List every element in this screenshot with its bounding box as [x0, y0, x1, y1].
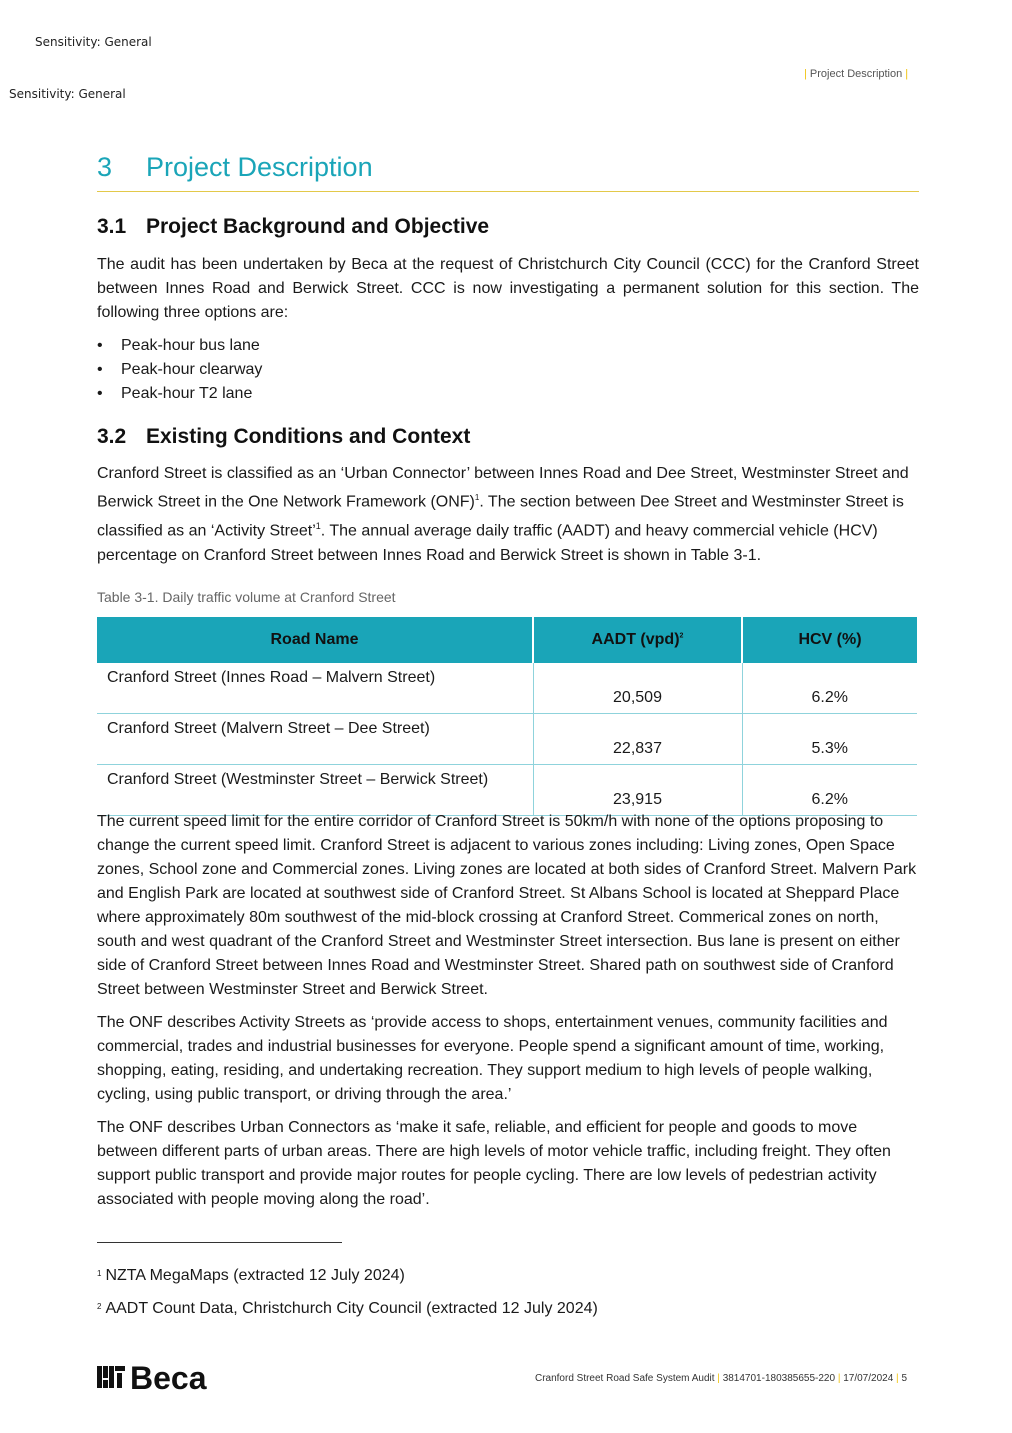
sensitivity-label-second: Sensitivity: General: [9, 87, 126, 101]
footnote-mark: 1: [97, 1269, 102, 1278]
beca-logo: [97, 1362, 227, 1397]
cell-aadt: 22,837: [533, 714, 742, 765]
section-heading: [97, 152, 919, 192]
column-header-road-name: Road Name: [97, 617, 533, 663]
column-header-hcv: HCV (%): [742, 617, 917, 663]
cell-road-name: Cranford Street (Innes Road – Malvern Street): [97, 663, 533, 714]
footer-doc-title: Cranford Street Road Safe System Audit: [534, 1373, 715, 1384]
cell-hcv: 6.2%: [742, 663, 917, 714]
section-title: Project Description: [146, 152, 373, 182]
footer-separator: |: [896, 1373, 902, 1384]
footnote-text: NZTA MegaMaps (extracted 12 July 2024): [105, 1267, 405, 1284]
header-separator: |: [902, 68, 909, 80]
subsection-heading-3-1: [97, 215, 489, 239]
column-header-label: AADT (vpd): [591, 631, 680, 648]
footnote-ref[interactable]: 2: [679, 632, 684, 640]
footer-doc-number: 3814701-180385655-220: [722, 1373, 836, 1384]
running-header-label: Project Description: [809, 68, 903, 80]
subsection-title: Project Background and Objective: [146, 215, 490, 238]
column-header-aadt: [533, 617, 742, 663]
speed-limit-paragraph: The current speed limit for the entire corridor of Cranford Street is 50km/h with none of the options proposing to change the current speed limit. Cranford Street is adjacent to various zones including: Living zones, Open Space zones, School zone and Commercial zones. Living zones are located at both sides of Cranford Street. Malvern Park and English Park are located at southwest side of Cranford Street. St Albans School is located at Sheppard Place where approximately 80m southwest of the mid-block crossing at Cranford Street. Commerical zones on north, south and west quadrant of the Cranford Street and Westminster Street intersection. Bus lane is present on either side of Cranford Street between Innes Road and Westminster Street. Shared path on southwest side of Cranford Street between Westminster Street and Berwick Street.: [97, 813, 917, 998]
footnote-divider: [97, 1242, 342, 1243]
subsection-number: 3.2: [97, 425, 127, 448]
page-number: 5: [901, 1373, 907, 1384]
svg-text:Beca: Beca: [130, 1362, 207, 1392]
running-header: [804, 68, 908, 80]
footnote-2: [97, 1300, 598, 1318]
subsection-title: Existing Conditions and Context: [146, 425, 471, 448]
list-item: • Peak-hour clearway: [97, 358, 697, 382]
subsection-heading-3-2: [97, 425, 470, 449]
cell-hcv: 6.2%: [742, 765, 917, 816]
beca-logo-icon: [97, 1362, 227, 1392]
footer-separator: |: [837, 1373, 844, 1384]
options-list: [97, 334, 697, 406]
footnote-ref[interactable]: 1: [474, 493, 480, 502]
cell-aadt: 20,509: [533, 663, 742, 714]
section-number: 3: [97, 152, 113, 182]
cell-road-name: Cranford Street (Malvern Street – Dee Street): [97, 714, 533, 765]
table-row: [97, 663, 917, 714]
cell-aadt: 23,915: [533, 765, 742, 816]
header-separator: |: [804, 68, 810, 80]
footer-date: 17/07/2024: [843, 1373, 894, 1384]
activity-street-paragraph: The ONF describes Activity Streets as ‘provide access to shops, entertainment venues, community facilities and commercial, trades and industrial businesses for everyone. People spend a significant amount of time, working, shopping, eating, residing, and undertaking recreation. They support medium to high levels of people walking, cycling, using public transport, or driving through the area.’: [97, 1014, 888, 1103]
table-row: [97, 714, 917, 765]
conditions-text: Cranford Street is classified as an ‘Urban Connector’ between Innes Road and Dee Street, Westminster Street and Berwick Street in the One Network Framework (ONF): [97, 465, 909, 511]
cell-hcv: 5.3%: [742, 714, 917, 765]
footer-separator: |: [717, 1373, 723, 1384]
urban-connector-paragraph: The ONF describes Urban Connectors as ‘make it safe, reliable, and efficient for people and goods to move between different parts of urban areas. There are high levels of motor vehicle traffic, including freight. They often support public transport and provide major routes for people cycling. There are low levels of pedestrian activity associated with people moving along the road’.: [97, 1119, 891, 1208]
table-caption: Table 3-1. Daily traffic volume at Cranford Street: [97, 589, 396, 605]
background-paragraph: The audit has been undertaken by Beca at the request of Christchurch City Council (CCC) for the Cranford Street between Innes Road and Berwick Street. CCC is now investigating a permanent solution for this section. The following three options are:: [97, 256, 919, 321]
traffic-volume-table: [97, 617, 917, 816]
conditions-text: . The annual average daily traffic (AADT) and heavy commercial vehicle (HCV) percentage on Cranford Street between Innes Road and Berwick Street is shown in Table 3-1.: [97, 522, 878, 564]
footnote-ref[interactable]: 1: [315, 521, 321, 532]
table-row: [97, 765, 917, 816]
page-footer: [535, 1373, 907, 1384]
footnote-mark: 2: [97, 1302, 102, 1311]
subsection-number: 3.1: [97, 215, 127, 238]
list-item: • Peak-hour bus lane: [97, 334, 697, 358]
footnote-1: [97, 1267, 405, 1285]
conditions-text: . The section between Dee Street and Westminster Street is classified as an ‘Activity Street’: [97, 493, 904, 540]
conditions-paragraph: [97, 462, 919, 568]
footnote-text: AADT Count Data, Christchurch City Council (extracted 12 July 2024): [105, 1300, 598, 1317]
table-header-row: [97, 617, 917, 663]
cell-road-name: Cranford Street (Westminster Street – Berwick Street): [97, 765, 533, 816]
list-item: • Peak-hour T2 lane: [97, 382, 697, 406]
sensitivity-label-top: Sensitivity: General: [35, 35, 152, 49]
